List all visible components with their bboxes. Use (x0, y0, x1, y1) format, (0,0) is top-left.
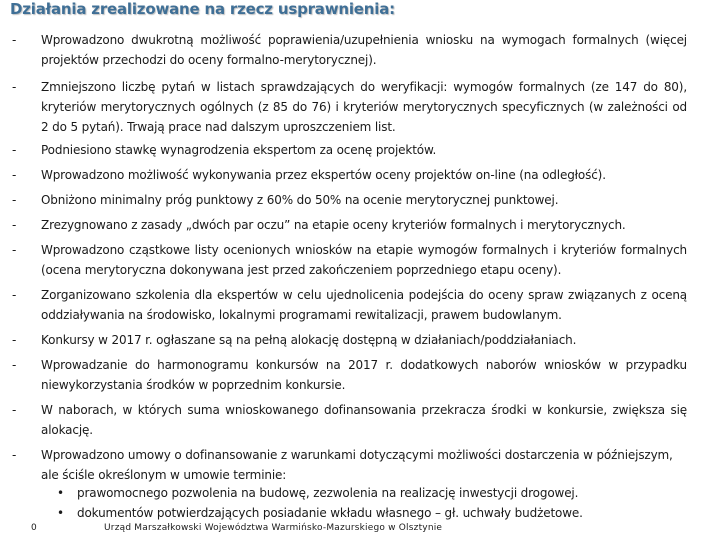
sub-bullet-text: prawomocnego pozwolenia na budowę, zezwolenia na realizację inwestycji drogowej. (77, 486, 579, 500)
list-dash: - (12, 448, 17, 462)
list-item-text: Konkursy w 2017 r. ogłaszane są na pełną alokację dostępną w działaniach/poddziałaniach. (41, 333, 577, 347)
page-title: Działania zrealizowane na rzecz usprawnienia: (10, 0, 395, 18)
list-item-text: Podniesiono stawkę wynagrodzenia ekspertom za ocenę projektów. (41, 143, 437, 157)
list-item-text: Zrezygnowano z zasady „dwóch par oczu” na etapie oceny kryteriów formalnych i merytorycznych. (41, 218, 626, 232)
list-dash: - (12, 243, 17, 257)
list-item-text: Zorganizowano szkolenia dla ekspertów w celu ujednolicenia podejścia do oceny spraw związanych z oceną oddziaływania na środowisko, lokalnymi programami rewitalizacji, prawem budowlanym. (41, 288, 687, 322)
sub-bullet-text: dokumentów potwierdzających posiadanie wkładu własnego – gł. uchwały budżetowe. (77, 506, 583, 520)
list-dash: - (12, 193, 17, 207)
list-dash: - (12, 288, 17, 302)
sub-bullet-item (57, 483, 657, 503)
list-item-text: Wprowadzono cząstkowe listy ocenionych wniosków na etapie wymogów formalnych i kryteriów formalnych (ocena merytoryczna dokonywana jest przed zakończeniem poprzedniego etapu oceny). (41, 243, 687, 277)
sub-bullet-item (57, 503, 657, 523)
list-item-text: Zmniejszono liczbę pytań w listach sprawdzających do weryfikacji: wymogów formalnych (ze 147 do 80), kryteriów merytorycznych ogólnych (z 85 do 76) i kryteriów merytorycznych specyficznych (w zależności od 2 do 5 pytań). Trwają prace nad dalszym uproszczeniem list. (41, 80, 687, 134)
bullet-icon: • (57, 486, 64, 500)
list-dash: - (12, 403, 17, 417)
list-dash: - (12, 168, 17, 182)
list-item-text: Obniżono minimalny próg punktowy z 60% do 50% na ocenie merytorycznej punktowej. (41, 193, 559, 207)
footer (0, 521, 720, 537)
list-dash: - (12, 333, 17, 347)
bullet-icon: • (57, 506, 64, 520)
list-item-text: Wprowadzono dwukrotną możliwość poprawienia/uzupełnienia wniosku na wymogach formalnych (więcej projektów przechodzi do oceny formalno-merytorycznej). (41, 33, 687, 67)
list-item-text: Wprowadzono możliwość wykonywania przez ekspertów oceny projektów on-line (na odległość). (41, 168, 606, 182)
list-item-text: W naborach, w których suma wnioskowanego dofinansowania przekracza środki w konkursie, zwiększa się alokację. (41, 403, 687, 437)
list-dash: - (12, 218, 17, 232)
list-dash: - (12, 80, 17, 94)
list-dash: - (12, 33, 17, 47)
list-item-text: Wprowadzono umowy o dofinansowanie z warunkami dotyczącymi możliwości dostarczenia w późniejszym, ale ściśle określonym w umowie terminie: (41, 448, 673, 482)
list-dash: - (12, 358, 17, 372)
list-dash: - (12, 143, 17, 157)
page-number: 0 (31, 523, 37, 533)
list-item-text: Wprowadzanie do harmonogramu konkursów na 2017 r. dodatkowych naborów wniosków w przypadku niewykorzystania środków w poprzednim konkursie. (41, 358, 687, 392)
footer-text: Urząd Marszałkowski Województwa Warmińsko-Mazurskiego w Olsztynie (104, 523, 443, 533)
